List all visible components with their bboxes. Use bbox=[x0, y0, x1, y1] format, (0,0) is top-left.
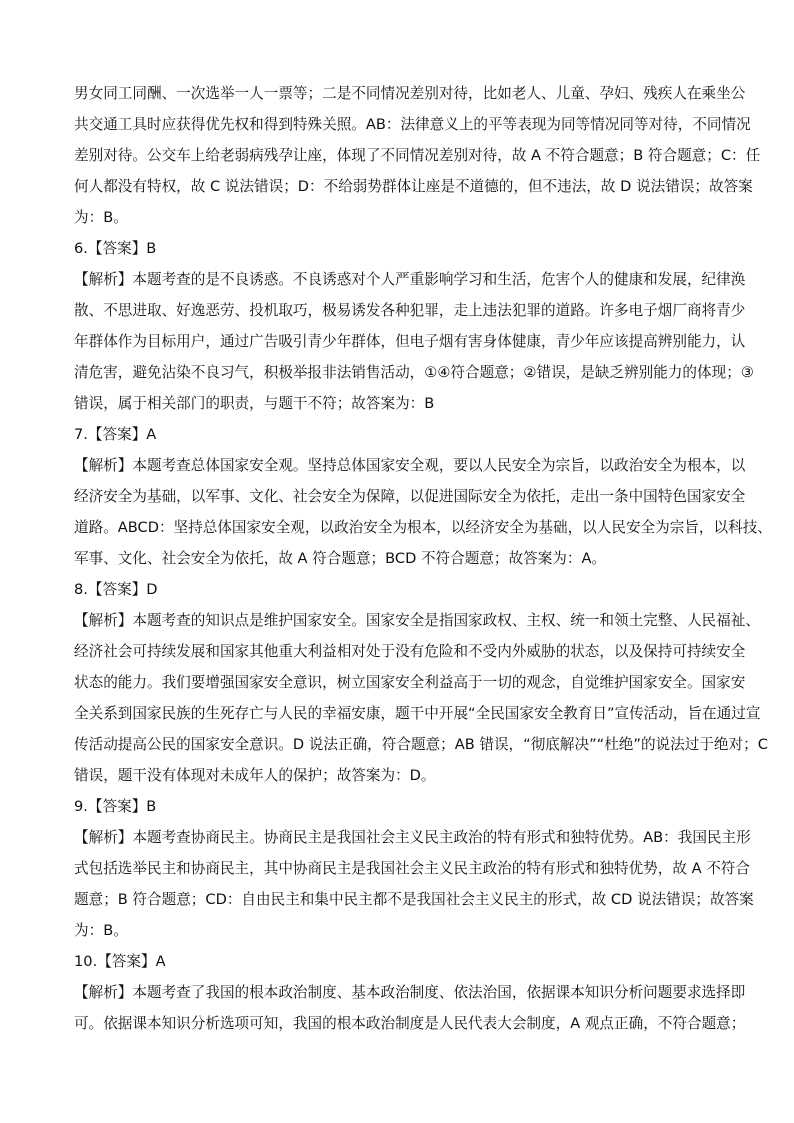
text-line: 年群体作为目标用户，通过广告吸引青少年群体，但电子烟有害身体健康，青少年应该提高辨别能力，认 bbox=[74, 333, 746, 350]
text-line: 经济安全为基础，以军事、文化、社会安全为保障，以促进国际安全为依托，走出一条中国特色国家安全 bbox=[74, 488, 746, 505]
text-line: 错误，属于相关部门的职责，与题干不符；故答案为：B bbox=[74, 395, 435, 412]
text-line: 题意；B 符合题意；CD：自由民主和集中民主都不是我国社会主义民主的形式，故 CD 说法错误；故答案 bbox=[74, 891, 754, 908]
text-line: 共交通工具时应获得优先权和得到特殊关照。AB：法律意义上的平等表现为同等情况同等对待，不同情况 bbox=[74, 116, 751, 133]
text-line: 【解析】本题考查的知识点是维护国家安全。国家安全是指国家政权、主权、统一和领土完整、人民福祉、 bbox=[74, 612, 760, 629]
text-line: 经济社会可持续发展和国家其他重大利益相对处于没有危险和不受内外威胁的状态，以及保持可持续安全 bbox=[74, 643, 746, 660]
text-line: 差别对待。公交车上给老弱病残孕让座，体现了不同情况差别对待，故 A 不符合题意；B 符合题意；C：任 bbox=[74, 147, 761, 164]
text-line: 状态的能力。我们要增强国家安全意识，树立国家安全利益高于一切的观念，自觉维护国家安全。国家安 bbox=[74, 674, 746, 691]
answer-heading-9: 9.【答案】B bbox=[74, 798, 157, 815]
text-line: 可。依据课本知识分析选项可知，我国的根本政治制度是人民代表大会制度，A 观点正确，不符合题意； bbox=[74, 1015, 746, 1032]
text-line: 何人都没有特权，故 C 说法错误；D：不给弱势群体让座是不道德的，但不违法，故 D 说法错误；故答案 bbox=[74, 178, 753, 195]
text-line: 式包括选举民主和协商民主，其中协商民主是我国社会主义民主政治的特有形式和独特优势，故 A 不符合 bbox=[74, 860, 750, 877]
text-line: 【解析】本题考查了我国的根本政治制度、基本政治制度、依法治国，依据课本知识分析问题要求选择即 bbox=[74, 984, 746, 1001]
text-line: 错误，题干没有体现对未成年人的保护；故答案为：D。 bbox=[74, 767, 436, 784]
text-line: 【解析】本题考查的是不良诱惑。不良诱惑对个人严重影响学习和生活，危害个人的健康和发展，纪律涣 bbox=[74, 271, 746, 288]
text-line: 散、不思进取、好逸恶劳、投机取巧，极易诱发各种犯罪，走上违法犯罪的道路。许多电子烟厂商将青少 bbox=[74, 302, 746, 319]
answer-heading-6: 6.【答案】B bbox=[74, 240, 157, 257]
text-line: 传活动提高公民的国家安全意识。D 说法正确，符合题意；AB 错误，“彻底解决”“杜绝”的说法过于绝对；C bbox=[74, 736, 768, 753]
document-page bbox=[74, 78, 772, 1039]
text-line: 道路。ABCD：坚持总体国家安全观，以政治安全为根本，以经济安全为基础，以人民安全为宗旨，以科技、 bbox=[74, 519, 772, 536]
text-line: 为：B。 bbox=[74, 922, 128, 939]
answer-heading-8: 8.【答案】D bbox=[74, 581, 158, 598]
text-line: 军事、文化、社会安全为依托，故 A 符合题意；BCD 不符合题意；故答案为：A。 bbox=[74, 550, 607, 567]
text-line: 【解析】本题考查协商民主。协商民主是我国社会主义民主政治的特有形式和独特优势。AB：我国民主形 bbox=[74, 829, 751, 846]
text-line: 男女同工同酬、一次选举一人一票等；二是不同情况差别对待，比如老人、儿童、孕妇、残疾人在乘坐公 bbox=[74, 85, 746, 102]
answer-heading-10: 10.【答案】A bbox=[74, 953, 166, 970]
text-line: 全关系到国家民族的生死存亡与人民的幸福安康，题干中开展“全民国家安全教育日”宣传活动，旨在通过宣 bbox=[74, 705, 761, 722]
text-line: 清危害，避免沾染不良习气，积极举报非法销售活动，①④符合题意；②错误，是缺乏辨别能力的体现；③ bbox=[74, 364, 754, 381]
text-line: 【解析】本题考查总体国家安全观。坚持总体国家安全观，要以人民安全为宗旨，以政治安全为根本，以 bbox=[74, 457, 746, 474]
text-line: 为：B。 bbox=[74, 209, 128, 226]
answer-heading-7: 7.【答案】A bbox=[74, 426, 157, 443]
